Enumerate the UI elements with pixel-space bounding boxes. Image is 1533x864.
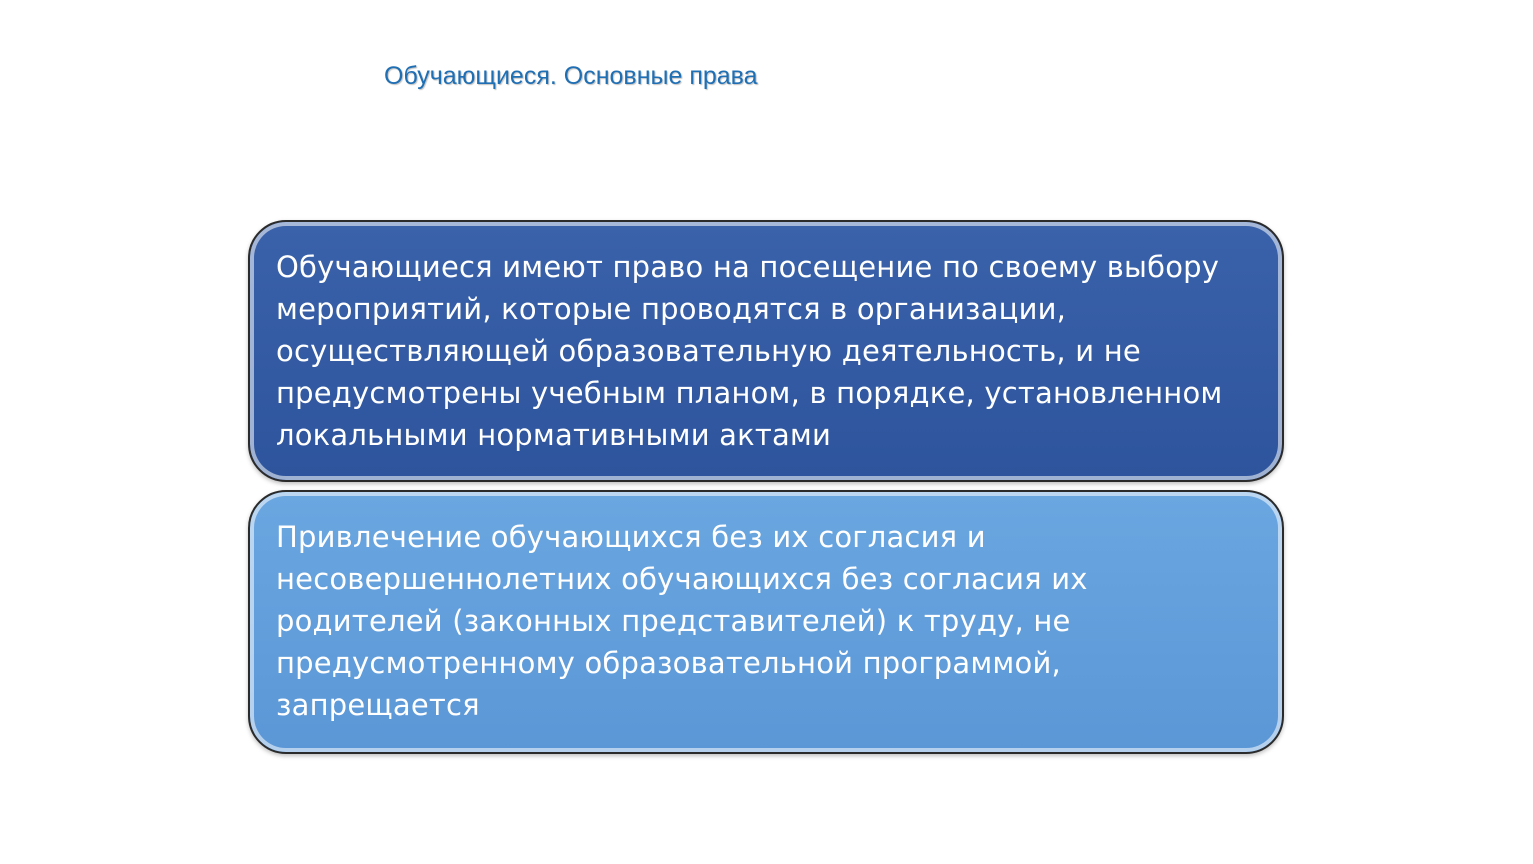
rights-block-text: Обучающиеся имеют право на посещение по своему выбору мероприятий, которые проводятся в организации, осуществляющей образовательную деятельность, и не предусмотрены учебным планом, в порядке, установленном локальными нормативными актами <box>276 250 1223 452</box>
rights-block-text: Привлечение обучающихся без их согласия и несовершеннолетних обучающихся без согласия их родителей (законных представителей) к труду, не предусмотренному образовательной программой, запрещается <box>276 520 1088 722</box>
rights-block-labor-prohibition <box>248 490 1284 754</box>
rights-block-attendance <box>248 220 1284 482</box>
slide-title: Обучающиеся. Основные права <box>384 62 758 90</box>
